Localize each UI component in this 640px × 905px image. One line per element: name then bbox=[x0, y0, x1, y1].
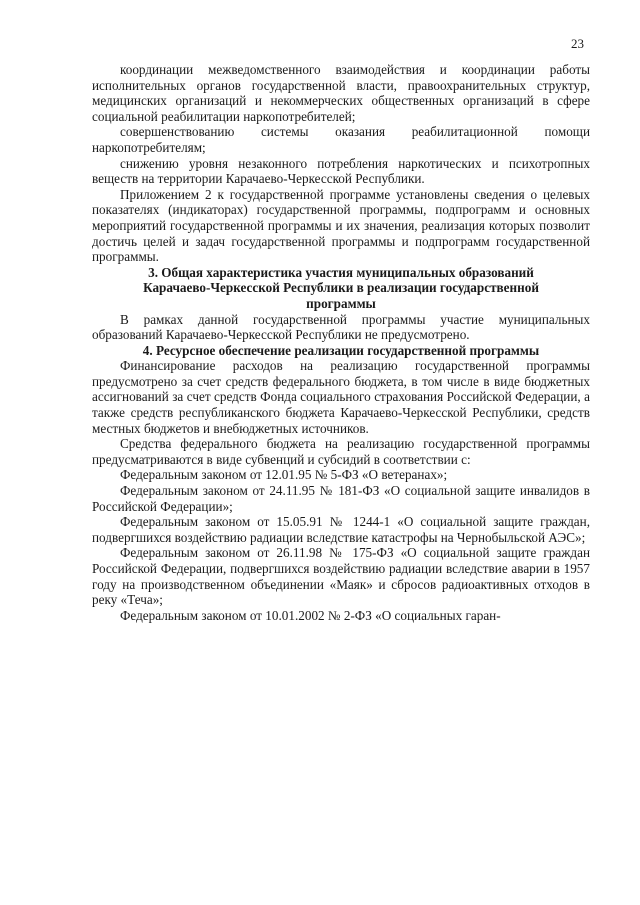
paragraph-appendix-2: Приложением 2 к государственной программе установлены сведения о целевых показателях (индикаторах) государственной программы, подпрограмм и основных мероприятий государственной программы и их значения, реализация которых позволит достичь целей и задач государственной программы и подпрограмм государственной программы. bbox=[92, 186, 590, 265]
section-4-paragraph: Финансирование расходов на реализацию государственной программы предусмотрено за счет средств федерального бюджета, в том числе в виде бюджетных ассигнований за счет средств Фонда социального страхования Российской Федерации, а также средств республиканского бюджета Карачаево-Черкесской Республики, средств местных бюджетов и внебюджетных источников. bbox=[92, 358, 590, 436]
document-body bbox=[92, 62, 590, 623]
paragraph-drug-reduction: снижению уровня незаконного потребления наркотических и психотропных веществ на территории Карачаево-Черкесской Республики. bbox=[92, 155, 590, 187]
section-4-heading: 4. Ресурсное обеспечение реализации государственной программы bbox=[142, 342, 540, 358]
paragraph-coordination: координации межведомственного взаимодействия и координации работы исполнительных органов государственной власти, правоохранительных структур, медицинских организаций и некоммерческих общественных организаций в сфере социальной реабилитации наркопотребителей; bbox=[92, 62, 590, 124]
page-number: 23 bbox=[571, 36, 584, 51]
law-item: Федеральным законом от 26.11.98 № 175-ФЗ «О социальной защите граждан Российской Федерации, подвергшихся воздействию радиации вследствие аварии в 1957 году на производственном объединении «Маяк» и сбросов радиоактивных отходов в реку «Теча»; bbox=[92, 545, 590, 608]
law-item: Федеральным законом от 15.05.91 № 1244-1 «О социальной защите граждан, подвергшихся воздействию радиации вследствие катастрофы на Чернобыльской АЭС»; bbox=[92, 514, 590, 545]
paragraph-rehab-system: совершенствованию системы оказания реабилитационной помощи наркопотребителям; bbox=[92, 124, 590, 155]
law-item: Федеральным законом от 24.11.95 № 181-ФЗ «О социальной защите инвалидов в Российской Федерации»; bbox=[92, 483, 590, 514]
law-item: Федеральным законом от 10.01.2002 № 2-ФЗ «О социальных гаран- bbox=[120, 607, 501, 623]
law-item: Федеральным законом от 12.01.95 № 5-ФЗ «О ветеранах»; bbox=[120, 467, 448, 483]
section-3-heading: 3. Общая характеристика участия муниципальных образований Карачаево-Черкесской Республики в реализации государственной программы bbox=[143, 264, 539, 311]
section-4-paragraph: Средства федерального бюджета на реализацию государственной программы предусматриваются в виде субвенций и субсидий в соответствии с: bbox=[92, 436, 590, 467]
section-3-text: В рамках данной государственной программы участие муниципальных образований Карачаево-Черкесской Республики не предусмотрено. bbox=[92, 311, 590, 343]
